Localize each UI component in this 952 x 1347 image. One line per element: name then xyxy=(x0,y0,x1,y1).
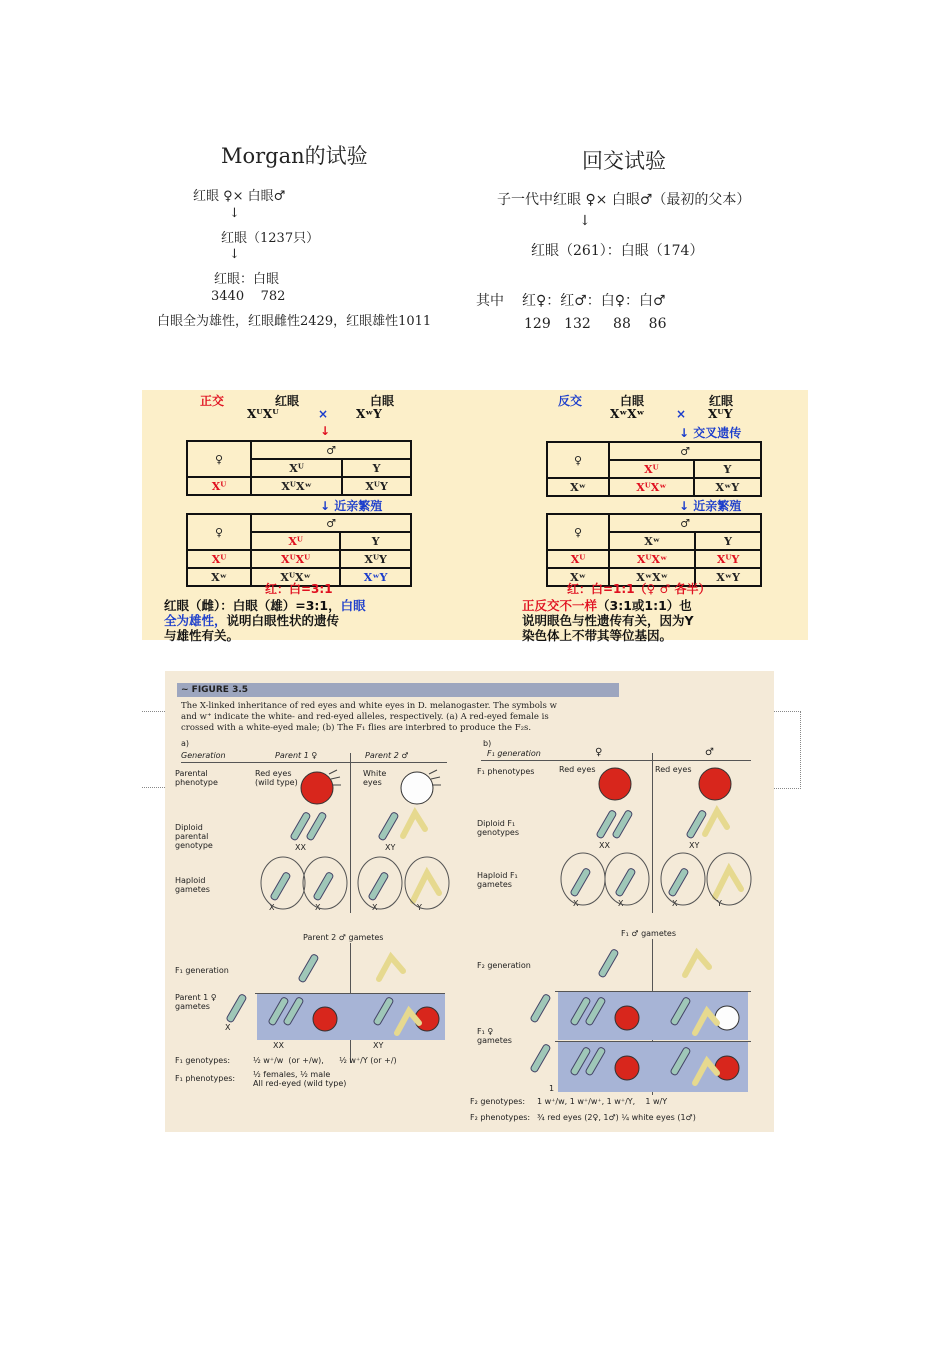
dotted-guide-line xyxy=(142,787,165,788)
f2-genotype: XᵂXʷ xyxy=(609,550,695,568)
row-label: Diploid F₁ genotypes xyxy=(477,819,520,837)
male-gamete: Xʷ xyxy=(609,532,695,550)
genotype-label: XX xyxy=(599,841,610,850)
conclusion-text: （3:1或1:1）也 xyxy=(597,598,692,613)
female-symbol: ♀ xyxy=(547,514,609,550)
female-symbol: ♀ xyxy=(595,747,603,758)
female-symbol: ♀ xyxy=(547,442,609,478)
figure-caption-line: crossed with a white-eyed male; (b) The F₁ flies are interbred to produce the F₂s. xyxy=(181,723,532,733)
inbreeding-label: ↓ 近亲繁殖 xyxy=(320,499,383,513)
row-label: Parent 1 ♀ gametes xyxy=(175,993,217,1011)
f1-genotype: XʷY xyxy=(694,478,761,496)
y-chromosome-icon xyxy=(379,811,741,1083)
parent2-header: Parent 2 ♂ xyxy=(365,751,409,760)
f1-punnett-right xyxy=(546,441,762,497)
figure-caption-line: and w⁺ indicate the white- and red-eyed alleles, respectively. (a) A red-eyed female is xyxy=(181,712,549,722)
parent1-phenotype: 红眼 xyxy=(275,394,300,408)
phenotype-text: White eyes xyxy=(363,769,387,787)
female-gamete: Xᵂ xyxy=(547,550,609,568)
f2-genotype: XᵂY xyxy=(340,550,411,568)
parent1-phenotype: 白眼 xyxy=(620,394,645,408)
figure-header: ~ FIGURE 3.5 xyxy=(181,685,249,695)
footnote-number: 1 xyxy=(549,1084,555,1093)
conclusion-text: 红眼（雌）：白眼（雄）=3:1， xyxy=(164,598,341,613)
conclusion-right-line3: 染色体上不带其等位基因。 xyxy=(522,628,673,643)
times-sign: × xyxy=(676,407,687,421)
female-gamete: Xʷ xyxy=(547,478,609,496)
parent2-phenotype: 白眼 xyxy=(370,394,395,408)
conclusion-highlight: 正反交不一样 xyxy=(522,598,598,613)
fly-eye-icon xyxy=(313,768,739,1080)
f2-punnett-left xyxy=(186,513,412,587)
parent2-phenotype: 红眼 xyxy=(709,394,734,408)
backcross-title: 回交试验 xyxy=(582,149,666,173)
parent2-genotype: XᵂY xyxy=(708,407,733,421)
female-symbol: ♀ xyxy=(187,441,251,477)
crisscross-label: ↓ 交叉遗传 xyxy=(679,426,742,440)
phenotype-text: Red eyes xyxy=(655,765,692,774)
f2-genotypes: 1 w⁺/w, 1 w⁺/w⁺, 1 w⁺/Y, 1 w/Y xyxy=(537,1097,668,1106)
f2-genotype: XʷY xyxy=(695,568,761,586)
male-gamete: Y xyxy=(694,460,761,478)
backcross-counts: 129 132 88 86 xyxy=(524,316,667,332)
backcross-cross: 子一代中红眼 ♀× 白眼♂（最初的父本） xyxy=(497,192,751,208)
f1-genotype: XᵂXʷ xyxy=(251,477,342,495)
phenotype-text: Red eyes xyxy=(559,765,596,774)
morgan-f2-labels: 红眼：白眼 xyxy=(214,272,280,287)
row-label: Haploid gametes xyxy=(175,876,210,894)
fly-eye-icon xyxy=(301,770,341,804)
chromosome-label: X xyxy=(672,899,678,908)
male-gamete: Xᵂ xyxy=(609,460,694,478)
backcross-prefix: 其中 xyxy=(476,293,504,309)
morgan-title: Morgan的试验 xyxy=(221,144,368,168)
panel-b-label: b) xyxy=(483,739,492,748)
row-label: F₁ phenotypes xyxy=(477,767,535,776)
female-gamete: Xʷ xyxy=(187,568,251,586)
chromosome-label: X xyxy=(269,903,275,912)
f2-genotype: XᵂXʷ xyxy=(251,568,340,586)
conclusion-highlight: 全为雄性， xyxy=(164,613,227,628)
parent1-genotype: XᵂXᵂ xyxy=(247,407,279,421)
f2-genotype: XᵂXᵂ xyxy=(251,550,340,568)
f1-genotype: XᵂY xyxy=(342,477,411,495)
morgan-cross: 红眼 ♀× 白眼♂ xyxy=(193,189,286,204)
forward-cross-label: 正交 xyxy=(200,394,225,408)
f1-punnett-left xyxy=(186,440,412,496)
chromosome-label: X xyxy=(372,903,378,912)
down-arrow: ↓ xyxy=(229,247,240,262)
f2-punnett-right xyxy=(546,513,762,587)
f1-genotypes-label: F₁ genotypes: xyxy=(175,1056,231,1065)
panel-a-label: a) xyxy=(181,739,190,748)
row-label: Parental phenotype xyxy=(175,769,218,787)
row-label: F₁ ♀ gametes xyxy=(477,1027,512,1045)
male-gamete: Y xyxy=(695,532,761,550)
male-gamete: Y xyxy=(342,459,411,477)
phenotype-text: Red eyes (wild type) xyxy=(255,769,298,787)
reverse-cross-label: 反交 xyxy=(558,394,583,408)
male-symbol: ♂ xyxy=(251,514,411,532)
backcross-labels: 红♀：红♂：白♀：白♂ xyxy=(522,293,666,309)
gametes-header: F₁ ♂ gametes xyxy=(621,929,676,938)
f2-genotype: XᵂY xyxy=(695,550,761,568)
chromosome-label: X xyxy=(573,899,579,908)
female-gamete: Xʷ xyxy=(547,568,609,586)
f2-phenotypes-label: F₂ phenotypes: xyxy=(470,1113,531,1122)
parent1-header: Parent 1 ♀ xyxy=(275,751,318,760)
female-gamete: Xᵂ xyxy=(187,550,251,568)
arrow-icon: ↓ xyxy=(320,424,331,438)
parent2-genotype: XʷY xyxy=(356,407,382,421)
reciprocal-cross-panel xyxy=(142,390,808,643)
male-symbol: ♂ xyxy=(705,747,714,758)
morgan-f2-counts: 3440 782 xyxy=(211,289,286,304)
male-gamete: Xᵂ xyxy=(251,532,340,550)
genotype-label: XX xyxy=(273,1041,284,1050)
row-label: F₁ generation xyxy=(175,966,229,975)
gametes-header: Parent 2 ♂ gametes xyxy=(303,933,384,942)
male-gamete: Xᵂ xyxy=(251,459,342,477)
f1-phenotypes: ½ females, ½ male xyxy=(253,1070,331,1079)
f2-genotype: XʷXʷ xyxy=(609,568,695,586)
f2-phenotypes: ¾ red eyes (2♀, 1♂) ¼ white eyes (1♂) xyxy=(537,1113,696,1122)
female-symbol: ♀ xyxy=(187,514,251,550)
morgan-note: 白眼全为雄性，红眼雌性2429，红眼雄性1011 xyxy=(157,314,432,329)
f1-phenotypes-label: F₁ phenotypes: xyxy=(175,1074,236,1083)
chromosome-label: Y xyxy=(417,903,422,912)
f1-genotypes: ½ w⁺/w (or +/w), ½ w⁺/Y (or +/) xyxy=(253,1056,397,1065)
generation-header: F₁ generation xyxy=(487,749,541,758)
figure-3-5 xyxy=(165,671,774,1132)
conclusion-left-line3: 与雄性有关。 xyxy=(164,628,240,643)
female-gamete: Xᵂ xyxy=(187,477,251,495)
x-chromosome-icon xyxy=(226,810,707,1076)
dotted-guide-line xyxy=(142,711,165,712)
figure-drawings xyxy=(165,671,774,1132)
chromosome-label: Y xyxy=(717,899,722,908)
down-arrow: ↓ xyxy=(579,213,591,229)
f2-genotype: XʷY xyxy=(340,568,411,586)
ratio-left: 红：白=3:1 xyxy=(265,582,333,596)
row-label: Diploid parental genotype xyxy=(175,823,213,850)
ratio-right: 红：白=1:1（♀ ♂ 各半） xyxy=(567,582,711,596)
morgan-f1: 红眼（1237只） xyxy=(221,231,320,246)
down-arrow: ↓ xyxy=(229,206,240,221)
f1-phenotypes: All red-eyed (wild type) xyxy=(253,1079,347,1088)
dotted-guide-bracket xyxy=(774,711,801,789)
fly-eye-white-icon xyxy=(401,770,441,804)
genotype-label: XX xyxy=(295,843,306,852)
figure-caption-line: The X-linked inheritance of red eyes and white eyes in D. melanogaster. The symbols w xyxy=(181,701,557,711)
male-symbol: ♂ xyxy=(609,514,761,532)
male-symbol: ♂ xyxy=(609,442,761,460)
chromosome-label: X xyxy=(315,903,321,912)
genotype-label: XY xyxy=(385,843,396,852)
genotype-label: XY xyxy=(689,841,700,850)
fly-eye-white-icon xyxy=(715,1006,739,1030)
chromosome-label: X xyxy=(618,899,624,908)
inbreeding-label: ↓ 近亲繁殖 xyxy=(679,499,742,513)
row-label: Haploid F₁ gametes xyxy=(477,871,518,889)
conclusion-highlight: 白眼 xyxy=(340,598,366,613)
genotype-label: XY xyxy=(373,1041,384,1050)
f2-genotypes-label: F₂ genotypes: xyxy=(470,1097,526,1106)
chromosome-label: X xyxy=(225,1023,231,1032)
parent1-genotype: XʷXʷ xyxy=(610,407,645,421)
male-gamete: Y xyxy=(340,532,411,550)
row-label: F₂ generation xyxy=(477,961,531,970)
f1-genotype: XᵂXʷ xyxy=(609,478,694,496)
male-symbol: ♂ xyxy=(251,441,411,459)
conclusion-right-line2: 说明眼色与性遗传有关，因为Y xyxy=(522,613,694,628)
conclusion-text: 说明白眼性状的遗传 xyxy=(226,613,340,628)
generation-header: Generation xyxy=(181,751,226,760)
backcross-result: 红眼（261）：白眼（174） xyxy=(531,243,704,259)
times-sign: × xyxy=(318,407,329,421)
